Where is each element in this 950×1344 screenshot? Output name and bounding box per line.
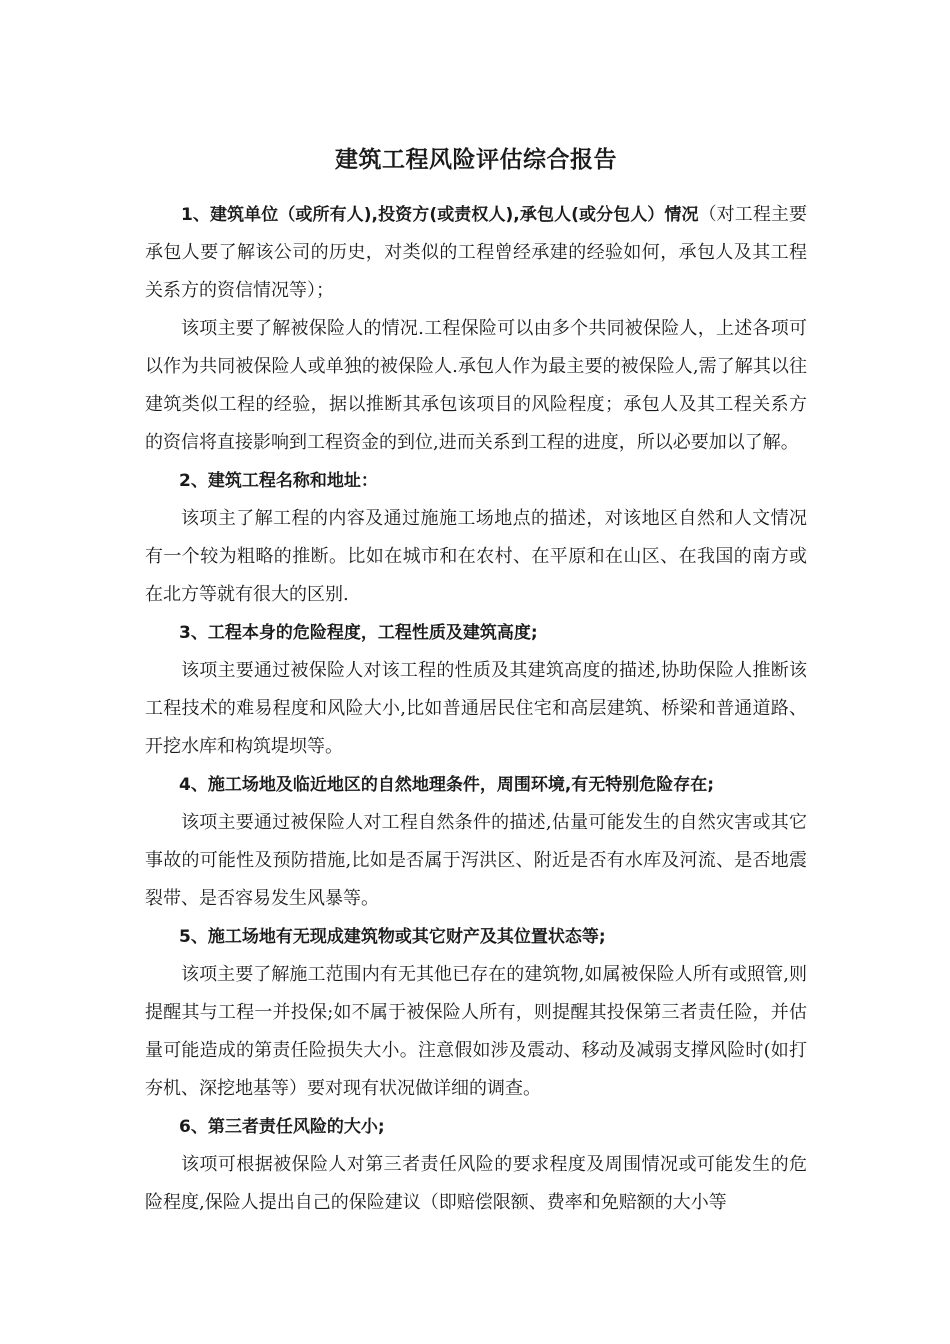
section-2-heading: 2、建筑工程名称和地址： (179, 471, 378, 491)
section-5-body: 该项主要了解施工范围内有无其他已存在的建筑物,如属被保险人所有或照管,则提醒其与工程一并投保;如不属于被保险人所有，则提醒其投保第三者责任险，并估量可能造成的第责任险损失大小。注意假如涉及震动、移动及减弱支撑风险时(如打夯机、深挖地基等）要对现有状况做详细的调查。 (145, 964, 807, 1099)
section-4-heading: 4、施工场地及临近地区的自然地理条件，周围环境,有无特别危险存在; (179, 775, 715, 795)
section-1-heading: 1、建筑单位（或所有人),投资方(或责权人),承包人(或分包人）情况 (181, 205, 699, 225)
document-title: 建筑工程风险评估综合报告 (335, 147, 617, 173)
section-2-body: 该项主了解工程的内容及通过施施工场地点的描述，对该地区自然和人文情况有一个较为粗略的推断。比如在城市和在农村、在平原和在山区、在我国的南方或在北方等就有很大的区别. (145, 508, 807, 605)
section-3-heading: 3、工程本身的危险程度，工程性质及建筑高度; (179, 623, 538, 643)
section-3-body: 该项主要通过被保险人对该工程的性质及其建筑高度的描述,协助保险人推断该工程技术的难易程度和风险大小,比如普通居民住宅和高层建筑、桥梁和普通道路、开挖水库和构筑堤坝等。 (145, 660, 807, 757)
section-6-body: 该项可根据被保险人对第三者责任风险的要求程度及周围情况或可能发生的危险程度,保险人提出自己的保险建议（即赔偿限额、费率和免赔额的大小等 (145, 1154, 807, 1213)
section-6-heading: 6、第三者责任风险的大小; (179, 1117, 385, 1137)
section-5-heading: 5、施工场地有无现成建筑物或其它财产及其位置状态等; (179, 927, 606, 947)
section-1-heading-note: （对工程主要承包人要了解该公司的历史，对类似的工程曾经承建的经验如何，承包人及其工程关系方的资信情况等）； (145, 204, 808, 301)
section-1-body: 该项主要了解被保险人的情况.工程保险可以由多个共同被保险人，上述各项可以作为共同被保险人或单独的被保险人.承包人作为最主要的被保险人,需了解其以往建筑类似工程的经验，据以推断其承包该项目的风险程度；承包人及其工程关系方的资信将直接影响到工程资金的到位,进而关系到工程的进度，所以必要加以了解。 (145, 318, 807, 453)
document-page (145, 140, 807, 1222)
section-4-body: 该项主要通过被保险人对工程自然条件的描述,估量可能发生的自然灾害或其它事故的可能性及预防措施,比如是否属于泻洪区、附近是否有水库及河流、是否地震裂带、是否容易发生风暴等。 (145, 812, 807, 909)
section-1-intro (145, 196, 807, 310)
